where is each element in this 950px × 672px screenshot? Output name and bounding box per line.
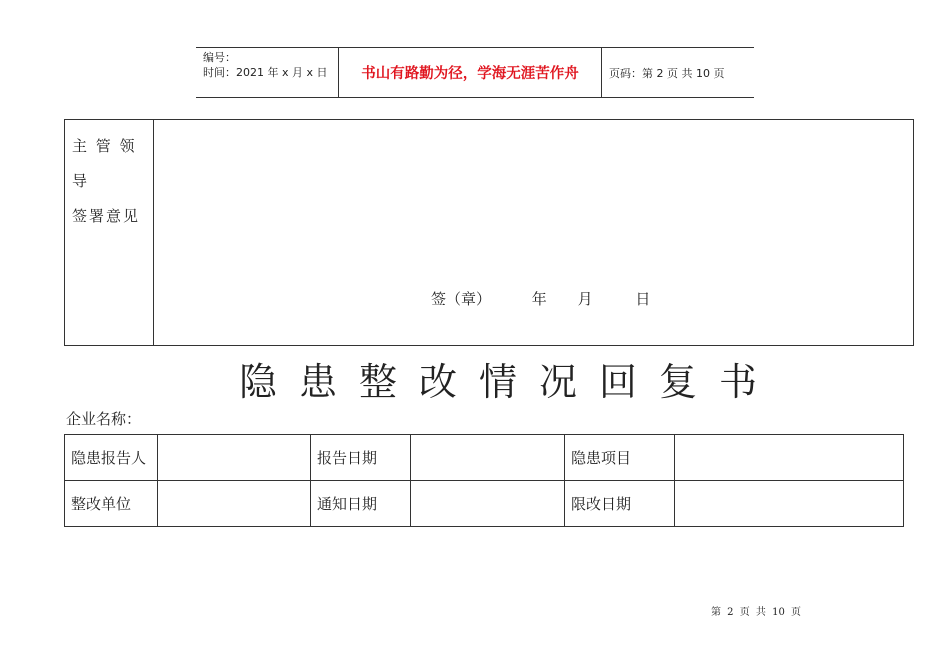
table-cell-hazard-item-value[interactable] (675, 435, 904, 481)
leader-opinion-label (65, 120, 154, 345)
table-cell-unit-value[interactable] (158, 481, 311, 527)
header-page-code: 页码：第 2 页 共 10 页 (609, 66, 725, 80)
table-cell-report-date-label: 报告日期 (311, 435, 411, 481)
header-motto: 书山有路勤为径，学海无涯苦作舟 (338, 48, 602, 97)
year-label: 年 (531, 290, 547, 308)
signature-label: 签（章） (431, 290, 492, 308)
opinion-label-line1: 主 管 领 导 (72, 137, 137, 190)
table-cell-notice-date-value[interactable] (411, 481, 565, 527)
document-title: 隐患整改情况回复书 (238, 360, 779, 404)
table-cell-deadline-label: 限改日期 (565, 481, 675, 527)
table-row (65, 481, 904, 527)
time-label: 时间：2021 年 x 月 x 日 (203, 66, 328, 79)
table-cell-hazard-item-label: 隐患项目 (565, 435, 675, 481)
number-label: 编号： (203, 51, 236, 64)
table-cell-reporter-value[interactable] (158, 435, 311, 481)
leader-opinion-box (64, 119, 914, 346)
table-cell-reporter-label: 隐患报告人 (65, 435, 158, 481)
header-meta (196, 48, 338, 97)
page-header (196, 47, 754, 98)
opinion-label-line2: 签署意见 (72, 207, 141, 225)
report-table (64, 434, 904, 527)
day-label: 日 (635, 290, 651, 308)
signature-line (431, 288, 650, 309)
month-label: 月 (577, 290, 593, 308)
table-cell-report-date-value[interactable] (411, 435, 565, 481)
table-cell-deadline-value[interactable] (675, 481, 904, 527)
table-row (65, 435, 904, 481)
table-cell-notice-date-label: 通知日期 (311, 481, 411, 527)
page-footer: 第 2 页 共 10 页 (711, 607, 801, 618)
company-name-label: 企业名称： (66, 410, 142, 428)
table-cell-unit-label: 整改单位 (65, 481, 158, 527)
